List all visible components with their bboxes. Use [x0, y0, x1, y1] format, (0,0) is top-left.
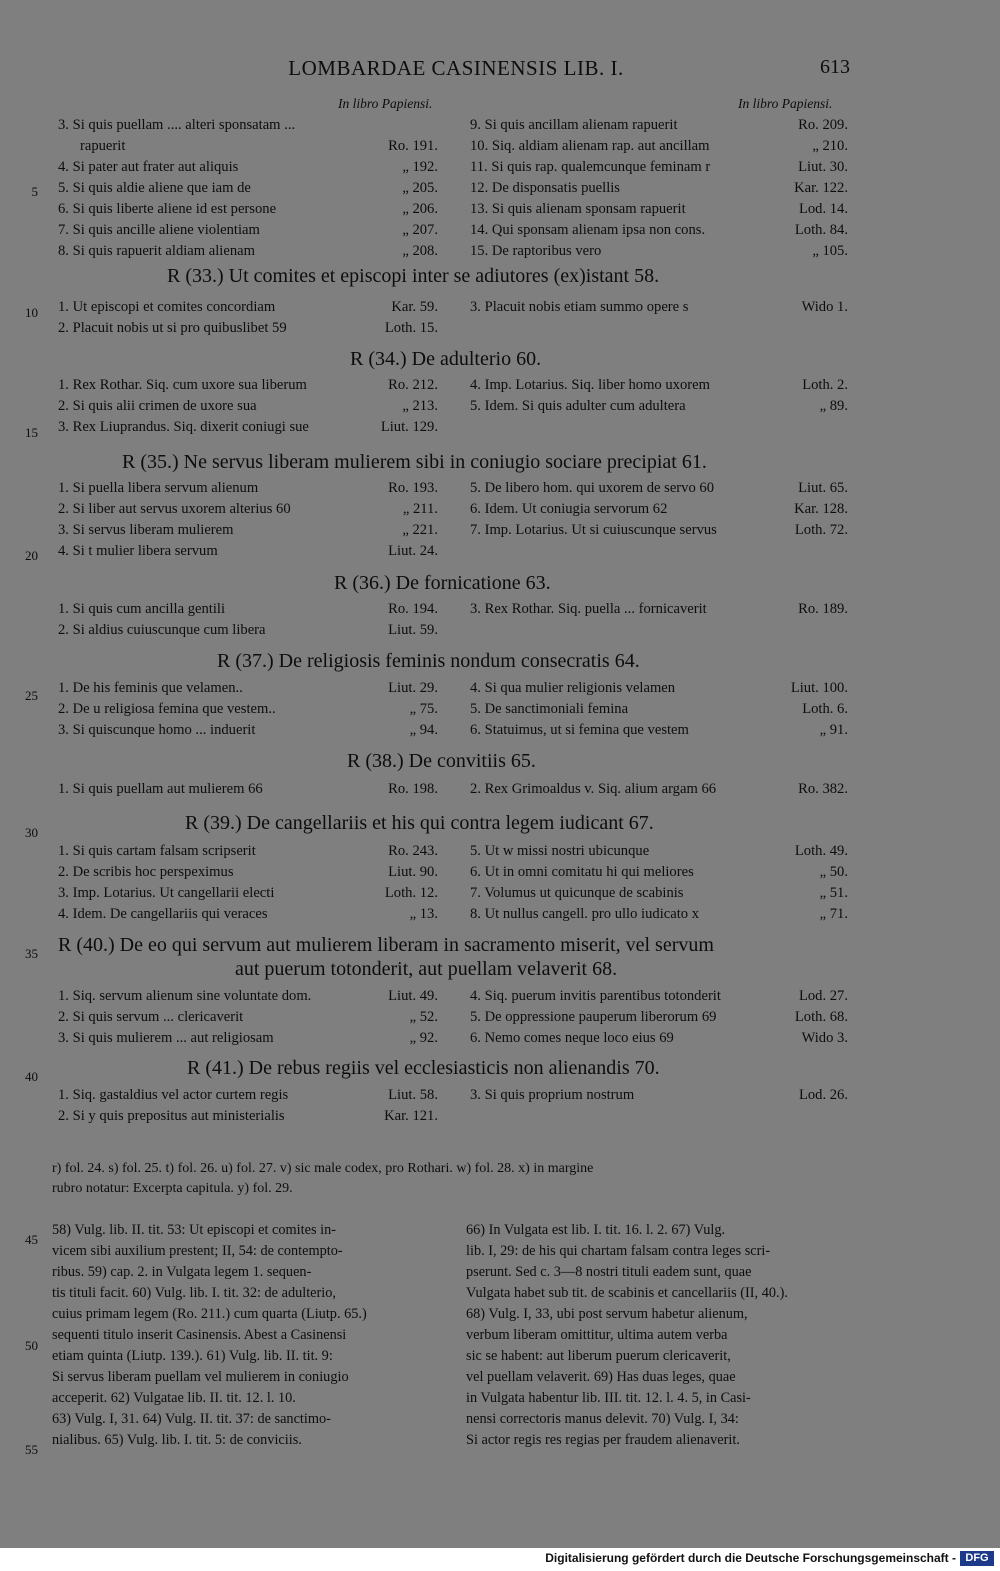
margin-line-number: 50 [25, 1338, 38, 1353]
entry-incipit: 3. Imp. Lotarius. Ut cangellarii electi [58, 885, 275, 901]
entry-incipit: 7. Volumus ut quicunque de scabinis [470, 885, 684, 901]
index-entry [470, 1028, 848, 1049]
index-entry [58, 720, 438, 741]
index-entry [470, 157, 848, 178]
entry-reference: „ 71. [819, 906, 848, 922]
entry-incipit: 9. Si quis ancillam alienam rapuerit [470, 117, 678, 133]
entry-reference: Loth. 6. [802, 701, 848, 717]
entry-reference: Liut. 58. [388, 1087, 438, 1103]
entry-incipit: 3. Placuit nobis etiam summo opere s [470, 299, 689, 315]
footnote-line: pserunt. Sed c. 3—8 nostri tituli eadem sunt, quae [466, 1264, 752, 1280]
entry-incipit: 2. Si quis alii crimen de uxore sua [58, 398, 257, 414]
entry-reference: „ 13. [409, 906, 438, 922]
footnote-line: cuius primam legem (Ro. 211.) cum quarta (Liutp. 65.) [52, 1306, 367, 1322]
entry-incipit: 2. Si liber aut servus uxorem alterius 60 [58, 501, 291, 517]
margin-line-number: 30 [25, 825, 38, 840]
entry-reference: Liut. 24. [388, 543, 438, 559]
entry-reference: Liut. 65. [798, 480, 848, 496]
index-entry [470, 841, 848, 862]
footer-text: Digitalisierung gefördert durch die Deutsche Forschungsgemeinschaft - [545, 1551, 956, 1565]
index-entry [58, 779, 438, 800]
margin-line-number: 15 [25, 425, 38, 440]
index-entry [58, 220, 438, 241]
index-entry [58, 178, 438, 199]
entry-reference: Liut. 29. [388, 680, 438, 696]
entry-reference: Ro. 189. [798, 601, 848, 617]
footnote-line: acceperit. 62) Vulgatae lib. II. tit. 12. l. 10. [52, 1390, 296, 1406]
index-entry [58, 136, 438, 157]
entry-incipit: 2. Si quis servum ... clericaverit [58, 1009, 244, 1025]
entry-incipit: 3. Rex Rothar. Siq. puella ... fornicaverit [470, 601, 707, 617]
index-entry [470, 904, 848, 925]
entry-reference: „ 211. [402, 501, 438, 517]
index-entry [470, 862, 848, 883]
entry-reference: Loth. 49. [794, 843, 848, 859]
index-entry [58, 841, 438, 862]
footnote-line: tis tituli facit. 60) Vulg. lib. I. tit. 32: de adulterio, [52, 1285, 336, 1301]
entry-incipit: 6. Ut in omni comitatu hi qui meliores [470, 864, 694, 880]
entry-reference: Loth. 12. [384, 885, 438, 901]
index-entry [470, 883, 848, 904]
entry-incipit: 3. Si quis mulierem ... aut religiosam [58, 1030, 274, 1046]
footnote-line: nensi correctoris manus delevit. 70) Vulg. I, 34: [466, 1411, 739, 1427]
margin-line-number: 10 [25, 305, 38, 320]
entry-reference: Loth. 2. [802, 377, 848, 393]
rubric-heading: R (33.) Ut comites et episcopi inter se adiutores (ex)istant 58. [167, 265, 660, 287]
entry-reference: Loth. 72. [794, 522, 848, 538]
rubric-heading: R (35.) Ne servus liberam mulierem sibi in coniugio sociare precipiat 61. [122, 451, 707, 473]
index-entry [470, 1007, 848, 1028]
footnote-line: sic se habent: aut liberum puerum clericaverit, [466, 1348, 731, 1364]
entry-reference: Lod. 27. [798, 988, 848, 1004]
index-entry [470, 220, 848, 241]
index-entry [58, 297, 438, 318]
entry-reference: Ro. 191. [388, 138, 438, 154]
margin-line-number: 20 [25, 548, 38, 563]
index-entry [58, 1028, 438, 1049]
entry-reference: Ro. 194. [388, 601, 438, 617]
index-entry [470, 720, 848, 741]
index-entry [58, 678, 438, 699]
entry-reference: Liut. 129. [380, 419, 438, 435]
entry-incipit: 5. Ut w missi nostri ubicunque [470, 843, 650, 859]
index-entry [58, 478, 438, 499]
entry-incipit: 4. Idem. De cangellariis qui veraces [58, 906, 268, 922]
entry-incipit: 8. Si quis rapuerit aldiam alienam [58, 243, 255, 259]
entry-reference: Loth. 84. [794, 222, 848, 238]
index-entry [470, 986, 848, 1007]
footnote-line: 66) In Vulgata est lib. I. tit. 16. l. 2. 67) Vulg. [466, 1222, 726, 1238]
entry-incipit: 3. Rex Liuprandus. Siq. dixerit coniugi sue [58, 419, 309, 435]
entry-reference: „ 91. [819, 722, 848, 738]
entry-incipit: 3. Si quis proprium nostrum [470, 1087, 635, 1103]
footnote-line: Si servus liberam puellam vel mulierem in coniugio [52, 1369, 349, 1385]
index-entry [58, 199, 438, 220]
entry-reference: „ 221. [402, 522, 438, 538]
entry-reference: „ 206. [402, 201, 438, 217]
index-entry [470, 115, 848, 136]
index-entry [470, 699, 848, 720]
entry-reference: „ 192. [402, 159, 438, 175]
index-entry [470, 375, 848, 396]
index-entry [58, 375, 438, 396]
footnote-line: lib. I, 29: de his qui chartam falsam contra leges scri- [466, 1243, 771, 1259]
entry-reference: Ro. 193. [388, 480, 438, 496]
entry-reference: Lod. 26. [798, 1087, 848, 1103]
footnote-line: verbum liberam omittitur, ultima autem verba [466, 1327, 728, 1343]
entry-reference: „ 205. [402, 180, 438, 196]
entry-reference: „ 75. [409, 701, 438, 717]
apparatus-note-line-1: r) fol. 24. s) fol. 25. t) fol. 26. u) fol. 27. v) sic male codex, pro Rothari. w) fol. 28. x) in margine [52, 1161, 594, 1176]
footnote-line: Si actor regis res regias per fraudem alienaverit. [466, 1432, 740, 1448]
digitization-footer [0, 1548, 1000, 1571]
entry-incipit: 5. De sanctimoniali femina [470, 701, 629, 717]
entry-reference: Kar. 128. [794, 501, 848, 517]
entry-reference: „ 51. [819, 885, 848, 901]
entry-incipit: 4. Si qua mulier religionis velamen [470, 680, 676, 696]
entry-incipit: 1. Si puella libera servum alienum [58, 480, 259, 496]
rubric-heading: R (34.) De adulterio 60. [350, 348, 542, 370]
entry-reference: Ro. 198. [388, 781, 438, 797]
entry-incipit: 15. De raptoribus vero [470, 243, 602, 259]
index-entry [58, 157, 438, 178]
entry-incipit: 1. Si quis cum ancilla gentili [58, 601, 225, 617]
entry-incipit: 2. Placuit nobis ut si pro quibuslibet 59 [58, 320, 287, 336]
index-entry [470, 1085, 848, 1106]
footnote-line: 63) Vulg. I, 31. 64) Vulg. II. tit. 37: de sanctimo- [52, 1411, 331, 1427]
index-entry [470, 396, 848, 417]
entry-reference: Liut. 30. [798, 159, 848, 175]
entry-incipit: 6. Statuimus, ut si femina que vestem [470, 722, 689, 738]
footnote-line: nialibus. 65) Vulg. lib. I. tit. 5: de conviciis. [52, 1432, 302, 1448]
rubric-heading: R (38.) De convitiis 65. [347, 750, 536, 772]
entry-reference: „ 208. [402, 243, 438, 259]
entry-incipit: 1. Siq. gastaldius vel actor curtem regis [58, 1087, 289, 1103]
entry-reference: Lod. 14. [798, 201, 848, 217]
index-entry [470, 599, 848, 620]
rubric-heading: R (41.) De rebus regiis vel ecclesiasticis non alienandis 70. [187, 1057, 660, 1079]
rubric-heading: R (36.) De fornicatione 63. [334, 572, 551, 594]
entry-incipit: 4. Imp. Lotarius. Siq. liber homo uxorem [470, 377, 710, 393]
entry-incipit: 7. Imp. Lotarius. Ut si cuiuscunque servus [470, 522, 717, 538]
footnote-line: 58) Vulg. lib. II. tit. 53: Ut episcopi et comites in- [52, 1222, 336, 1238]
entry-reference: Liut. 59. [388, 622, 438, 638]
entry-incipit: 3. Si quiscunque homo ... induerit [58, 722, 256, 738]
entry-reference: Liut. 90. [388, 864, 438, 880]
index-entry [58, 620, 438, 641]
margin-line-number: 40 [25, 1069, 38, 1084]
entry-incipit: 1. Siq. servum alienum sine voluntate dom. [58, 988, 312, 1004]
entry-reference: Loth. 68. [794, 1009, 848, 1025]
index-entry [58, 699, 438, 720]
entry-incipit: 6. Si quis liberte aliene id est persone [58, 201, 277, 217]
entry-incipit: 2. De scribis hoc perspeximus [58, 864, 234, 880]
margin-line-number: 25 [25, 688, 38, 703]
index-entry [58, 1085, 438, 1106]
entry-incipit: 6. Nemo comes neque loco eius 69 [470, 1030, 674, 1046]
entry-incipit: 1. De his feminis que velamen.. [58, 680, 243, 696]
entry-reference: „ 210. [812, 138, 848, 154]
entry-reference: Kar. 122. [794, 180, 848, 196]
margin-line-number: 35 [25, 946, 38, 961]
entry-incipit: 3. Si servus liberam mulierem [58, 522, 234, 538]
entry-incipit: 1. Ut episcopi et comites concordiam [58, 299, 276, 315]
entry-incipit: 14. Qui sponsam alienam ipsa non cons. [470, 222, 706, 238]
footnote-line: Vulgata habet sub tit. de scabinis et cancellariis (II, 40.). [466, 1285, 788, 1301]
index-entry [470, 297, 848, 318]
margin-line-number: 5 [31, 184, 38, 199]
index-entry [58, 986, 438, 1007]
index-entry [58, 499, 438, 520]
entry-incipit: 4. Si t mulier libera servum [58, 543, 218, 559]
footnote-line: ribus. 59) cap. 2. in Vulgata legem 1. sequen- [52, 1264, 312, 1280]
dfg-logo: DFG [960, 1551, 994, 1566]
index-entry [470, 520, 848, 541]
index-entry [58, 1007, 438, 1028]
index-entry [58, 883, 438, 904]
entry-reference: „ 207. [402, 222, 438, 238]
entry-incipit: 2. Rex Grimoaldus v. Siq. alium argam 66 [470, 781, 717, 797]
entry-reference: Liut. 100. [790, 680, 848, 696]
index-entry [58, 599, 438, 620]
entry-reference: Wido 3. [801, 1030, 848, 1046]
entry-reference: Liut. 49. [388, 988, 438, 1004]
entry-incipit: 11. Si quis rap. qualemcunque feminam r [470, 159, 711, 175]
entry-reference: „ 213. [402, 398, 438, 414]
entry-incipit: 5. Idem. Si quis adulter cum adultera [470, 398, 686, 414]
margin-line-number: 55 [25, 1442, 38, 1457]
index-entry [58, 541, 438, 562]
index-entry [58, 396, 438, 417]
footnote-line: vel puellam velaverit. 69) Has duas leges, quae [466, 1369, 736, 1385]
index-entry [58, 115, 438, 136]
entry-incipit: 4. Si pater aut frater aut aliquis [58, 159, 239, 175]
index-entry [58, 241, 438, 262]
rubric-heading: R (37.) De religiosis feminis nondum consecratis 64. [217, 650, 640, 672]
entry-incipit: 2. De u religiosa femina que vestem.. [58, 701, 276, 717]
footnote-line: sequenti titulo inserit Casinensis. Abest a Casinensi [52, 1327, 347, 1343]
entry-reference: Kar. 121. [384, 1108, 438, 1124]
index-entry [470, 241, 848, 262]
entry-reference: „ 94. [409, 722, 438, 738]
entry-incipit: 1. Rex Rothar. Siq. cum uxore sua liberum [58, 377, 307, 393]
entry-incipit: 13. Si quis alienam sponsam rapuerit [470, 201, 686, 217]
rubric-heading: R (39.) De cangellariis et his qui contra legem iudicant 67. [185, 812, 654, 834]
entry-incipit: 1. Si quis cartam falsam scripserit [58, 843, 256, 859]
entry-incipit: 10. Siq. aldiam alienam rap. aut ancillam [470, 138, 710, 154]
index-entry [470, 136, 848, 157]
in-libro-label-right: In libro Papiensi. [738, 96, 833, 111]
entry-reference: „ 52. [409, 1009, 438, 1025]
margin-line-number: 45 [25, 1232, 38, 1247]
entry-incipit: 8. Ut nullus cangell. pro ullo iudicato x [470, 906, 700, 922]
index-entry [58, 904, 438, 925]
entry-incipit: 3. Si quis puellam .... alteri sponsatam ... [58, 117, 296, 133]
index-entry [58, 862, 438, 883]
apparatus-note-line-2: rubro notatur: Excerpta capitula. y) fol. 29. [52, 1181, 293, 1196]
entry-reference: Wido 1. [801, 299, 848, 315]
entry-incipit: 12. De disponsatis puellis [470, 180, 620, 196]
entry-incipit: 6. Idem. Ut coniugia servorum 62 [470, 501, 668, 517]
index-entry [58, 417, 438, 438]
footnote-line: in Vulgata habentur lib. III. tit. 12. l. 4. 5, in Casi- [466, 1390, 751, 1406]
in-libro-label-left: In libro Papiensi. [338, 96, 433, 111]
index-entry [58, 318, 438, 339]
entry-reference: „ 50. [819, 864, 848, 880]
entry-incipit: 5. Si quis aldie aliene que iam de [58, 180, 251, 196]
index-entry [470, 178, 848, 199]
index-entry [58, 1106, 438, 1127]
rubric-heading-continued: aut puerum totonderit, aut puellam velaverit 68. [235, 958, 618, 980]
index-entry [470, 499, 848, 520]
index-entry [470, 478, 848, 499]
entry-incipit: 4. Siq. puerum invitis parentibus totonderit [470, 988, 721, 1004]
entry-reference: Ro. 382. [798, 781, 848, 797]
footnote-line: vicem sibi auxilium prestent; II, 54: de contempto- [52, 1243, 343, 1259]
footnote-line: 68) Vulg. I, 33, ubi post servum habetur alienum, [466, 1306, 748, 1322]
entry-reference: Ro. 243. [388, 843, 438, 859]
entry-incipit: 7. Si quis ancille aliene violentiam [58, 222, 260, 238]
entry-reference: Kar. 59. [391, 299, 438, 315]
entry-incipit: 2. Si y quis prepositus aut ministerialis [58, 1108, 285, 1124]
entry-incipit: rapuerit [80, 138, 126, 154]
entry-reference: „ 89. [819, 398, 848, 414]
entry-incipit: 2. Si aldius cuiuscunque cum libera [58, 622, 266, 638]
entry-reference: Ro. 209. [798, 117, 848, 133]
entry-reference: Loth. 15. [384, 320, 438, 336]
index-entry [470, 779, 848, 800]
running-head: LOMBARDAE CASINENSIS LIB. I. [288, 56, 624, 80]
index-entry [58, 520, 438, 541]
entry-incipit: 5. De oppressione pauperum liberorum 69 [470, 1009, 717, 1025]
entry-reference: „ 105. [812, 243, 848, 259]
footnote-line: etiam quinta (Liutp. 139.). 61) Vulg. lib. II. tit. 9: [52, 1348, 333, 1364]
rubric-heading: R (40.) De eo qui servum aut mulierem liberam in sacramento miserit, vel servum [58, 934, 714, 956]
index-entry [470, 199, 848, 220]
entry-reference: Ro. 212. [388, 377, 438, 393]
index-entry [470, 678, 848, 699]
entry-reference: „ 92. [409, 1030, 438, 1046]
entry-incipit: 5. De libero hom. qui uxorem de servo 60 [470, 480, 714, 496]
page-number: 613 [820, 56, 850, 78]
entry-incipit: 1. Si quis puellam aut mulierem 66 [58, 781, 263, 797]
